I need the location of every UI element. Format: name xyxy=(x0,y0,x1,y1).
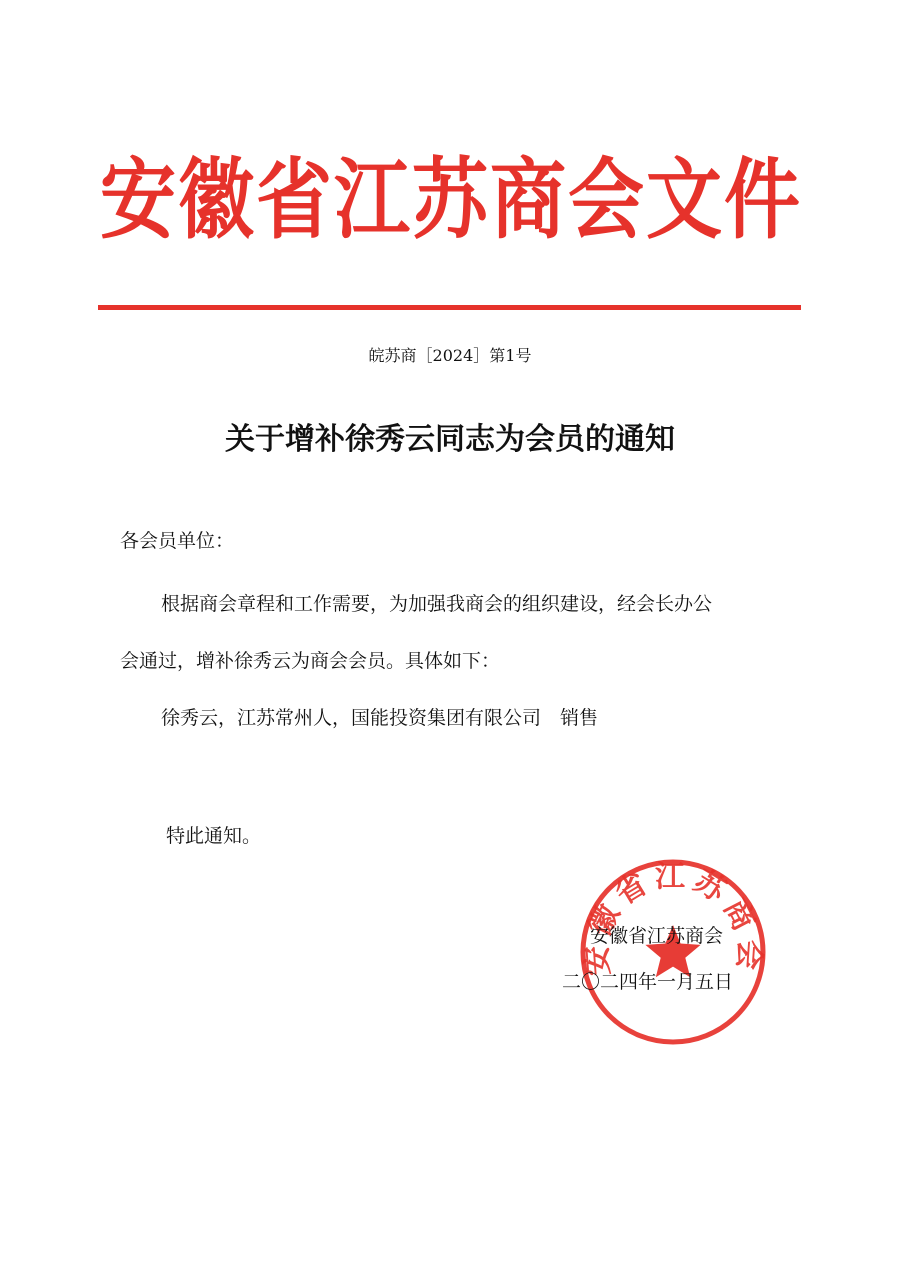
official-seal xyxy=(578,857,768,1047)
document-title: 关于增补徐秀云同志为会员的通知 xyxy=(225,422,675,457)
signature-organization: 安徽省江苏商会 xyxy=(590,925,724,947)
salutation: 各会员单位： xyxy=(120,530,235,552)
letterhead-title: 安徽省江苏商会文件 xyxy=(100,148,802,251)
document-number: 皖苏商［2024］第1号 xyxy=(368,346,532,365)
member-details: 徐秀云，江苏常州人，国能投资集团有限公司 销售 xyxy=(161,707,599,729)
body-paragraph-line-2: 会通过，增补徐秀云为商会会员。具体如下： xyxy=(120,650,501,672)
signature-date: 二〇二四年一月五日 xyxy=(562,971,734,993)
closing-remark: 特此通知。 xyxy=(166,825,262,847)
seal-text: 安徽省江苏商会 xyxy=(578,859,768,977)
body-paragraph-line-1: 根据商会章程和工作需要，为加强我商会的组织建设，经会长办公 xyxy=(161,593,713,615)
letterhead-divider xyxy=(98,305,801,310)
